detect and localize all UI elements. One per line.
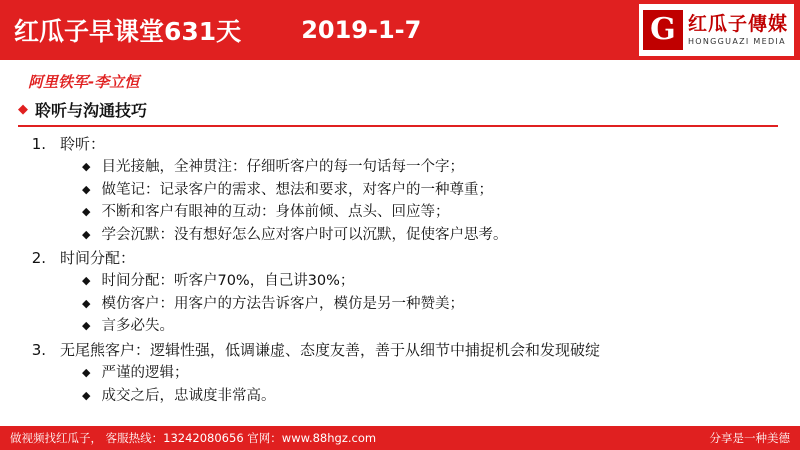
- logo-name-en: HONGGUAZI MEDIA: [687, 36, 786, 46]
- sub-list-item-label: 言多必失。: [101, 318, 174, 335]
- slide-footer: [0, 426, 800, 450]
- sub-list-item: [82, 201, 790, 223]
- sub-list-item-label: 目光接触，全神贯注：仔细听客户的每一句话每一个字；: [101, 159, 464, 176]
- slide-body: [0, 60, 800, 426]
- list-item-main: [20, 247, 790, 270]
- sub-list-item-label: 做笔记：记录客户的需求、想法和要求，对客户的一种尊重；: [101, 181, 493, 198]
- sub-list-item-label: 严谨的逻辑；: [101, 365, 189, 382]
- sub-list-item: [82, 362, 790, 384]
- sub-list-item-label: 时间分配：听客户70%，自己讲30%；: [101, 273, 355, 290]
- diamond-bullet-icon: ◆: [82, 274, 91, 288]
- list-item-number: 2.: [31, 249, 46, 268]
- diamond-bullet-icon: ◆: [82, 160, 91, 174]
- sub-list-item: [82, 224, 790, 246]
- list-item-label: 无尾熊客户：逻辑性强，低调谦虚、态度友善，善于从细节中捕捉机会和发现破绽: [60, 340, 601, 359]
- section-title: 聆听与沟通技巧: [35, 101, 148, 120]
- list-item: [20, 339, 790, 407]
- page-title: 红瓜子早课堂631天: [14, 17, 242, 46]
- list-item-label: 聆听：: [60, 135, 106, 153]
- brand-logo: [639, 4, 794, 56]
- sub-list-item: [82, 270, 790, 292]
- list-item-number: 1.: [31, 135, 46, 153]
- list-item-number: 3.: [31, 340, 46, 359]
- sub-list-item: [82, 385, 790, 407]
- sub-list-item-label: 成交之后，忠诚度非常高。: [101, 387, 276, 404]
- slide-header: [0, 0, 800, 60]
- list-item-main: [20, 133, 790, 156]
- footer-slogan: 分享是一种美德: [709, 431, 790, 445]
- sub-list: [82, 156, 790, 246]
- logo-mark-icon: G: [643, 10, 683, 50]
- diamond-bullet-icon: ◆: [82, 366, 91, 380]
- diamond-bullet-icon: ◆: [82, 227, 91, 241]
- diamond-bullet-icon: ◆: [82, 388, 91, 402]
- sub-list-item: [82, 293, 790, 315]
- logo-name-cn: 红瓜子傳媒: [687, 13, 788, 36]
- diamond-bullet-icon: ◆: [82, 205, 91, 219]
- list-item-main: [20, 339, 790, 362]
- list-item-label: 时间分配：: [60, 249, 136, 268]
- slide-date: 2019-1-7: [301, 16, 422, 44]
- footer-contact-info: 做视频找红瓜子， 客服热线：13242080656 官网：www.88hgz.com: [10, 431, 377, 445]
- list-item: [20, 133, 790, 246]
- section-divider: [18, 125, 778, 127]
- list-item: [20, 247, 790, 338]
- sub-list-item: [82, 156, 790, 178]
- diamond-icon: ◆: [18, 102, 28, 117]
- diamond-bullet-icon: ◆: [82, 296, 91, 310]
- sub-list: [82, 362, 790, 407]
- sub-list: [82, 270, 790, 337]
- slide-subtitle: 阿里铁军-李立恒: [28, 73, 140, 91]
- section-heading: [18, 98, 790, 121]
- sub-list-item: [82, 179, 790, 201]
- sub-list-item-label: 不断和客户有眼神的互动：身体前倾、点头、回应等；: [101, 204, 450, 221]
- diamond-bullet-icon: ◆: [82, 319, 91, 333]
- logo-text: [688, 14, 788, 46]
- sub-list-item-label: 模仿客户：用客户的方法告诉客户，模仿是另一种赞美；: [101, 295, 464, 312]
- sub-list-item: [82, 315, 790, 337]
- content-list: [20, 133, 790, 407]
- sub-list-item-label: 学会沉默：没有想好怎么应对客户时可以沉默，促使客户思考。: [101, 226, 508, 243]
- diamond-bullet-icon: ◆: [82, 182, 91, 196]
